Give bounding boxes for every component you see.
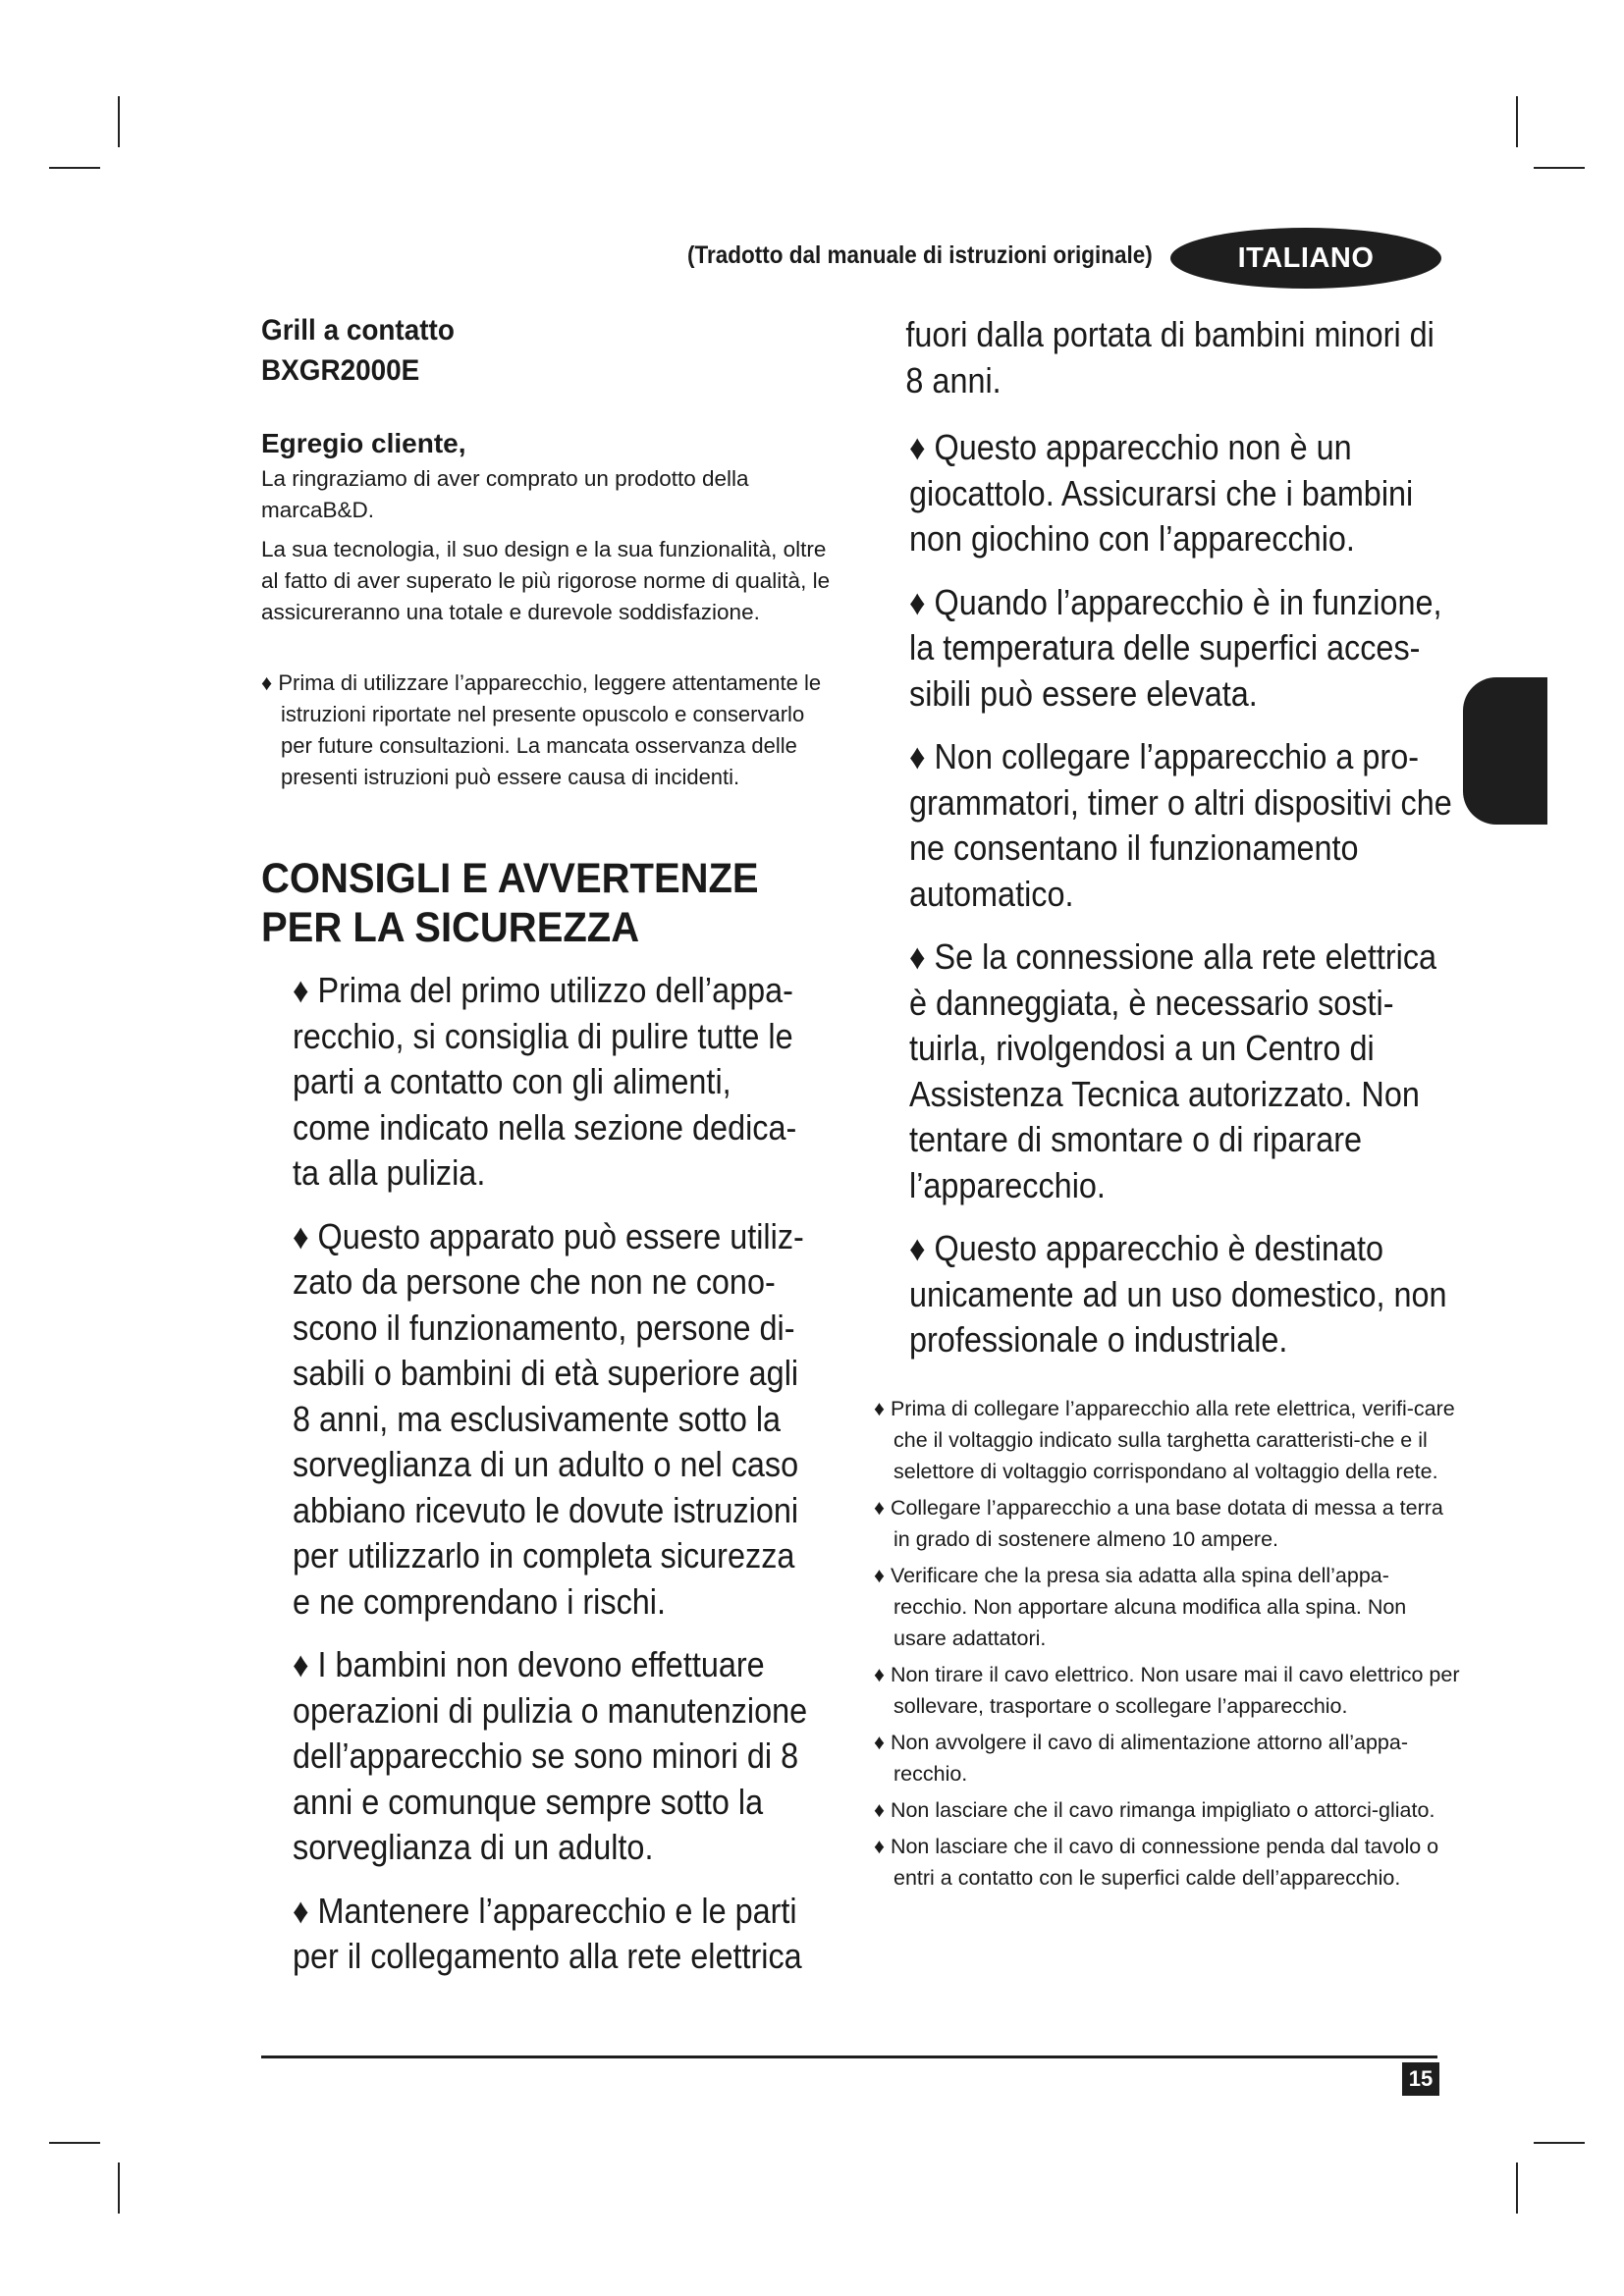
list-item: ♦ Non tirare il cavo elettrico. Non usare mai il cavo elettrico per sollevare, trasportare o scollegare l’apparecchio.: [874, 1662, 1460, 1718]
intro-text: [261, 463, 840, 628]
list-item: ♦ Non lasciare che il cavo rimanga impigliato o attorci-gliato.: [874, 1797, 1435, 1822]
list-item: ♦ Prima del primo utilizzo dell’appa-recchio, si consiglia di pulire tutte le parti a contatto con gli alimenti, come indicato nella sezione dedica-ta alla pulizia.: [293, 970, 797, 1193]
safety-list-small: [874, 1393, 1463, 1894]
list-item: ♦ Mantenere l’apparecchio e le parti per il collegamento alla rete elettrica: [293, 1890, 802, 1976]
translation-note: (Tradotto dal manuale di istruzioni originale): [687, 241, 1153, 269]
list-item: ♦ I bambini non devono effettuare operazioni di pulizia o manutenzione dell’apparecchio se sono minori di 8 anni e comunque sempre sotto la sorveglianza di un adulto.: [293, 1644, 808, 1867]
crop-mark: [49, 2142, 100, 2144]
list-item: ♦ Non lasciare che il cavo di connessione penda dal tavolo o entri a contatto con le superfici calde dell’apparecchio.: [874, 1834, 1439, 1890]
safety-list-left: [261, 968, 840, 1980]
list-item: ♦ Collegare l’apparecchio a una base dotata di messa a terra in grado di sostenere almeno 10 ampere.: [874, 1495, 1443, 1551]
left-column: [261, 310, 840, 1998]
list-item: ♦ Questo apparecchio è destinato unicamente ad un uso domestico, non professionale o industriale.: [909, 1228, 1447, 1360]
list-item: ♦ Prima di collegare l’apparecchio alla rete elettrica, verifi-care che il voltaggio indicato sulla targhetta caratteristi-che e il selettore di voltaggio corrispondano al voltaggio della rete.: [874, 1396, 1455, 1483]
crop-mark: [49, 167, 100, 169]
safety-list-right: [874, 425, 1463, 1363]
list-item: ♦ Non collegare l’apparecchio a pro-grammatori, timer o altri dispositivi che ne consentano il funzionamento automatico.: [909, 736, 1452, 914]
section-tab: [1463, 677, 1547, 825]
list-item: ♦ Prima di utilizzare l’apparecchio, leggere attentamente le istruzioni riportate nel presente opuscolo e conservarlo per future consultazioni. La mancata osservanza delle presenti istruzioni può essere causa di incidenti.: [261, 670, 822, 789]
section-title-line: CONSIGLI E AVVERTENZE: [261, 855, 759, 902]
crop-mark: [118, 2163, 120, 2214]
list-item: ♦ Quando l’apparecchio è in funzione, la temperatura delle superfici acces-sibili può essere elevata.: [909, 581, 1442, 714]
intro-paragraph: La ringraziamo di aver comprato un prodotto della marcaB&D.: [261, 466, 749, 522]
list-item: ♦ Questo apparecchio non è un giocattolo. Assicurarsi che i bambini non giochino con l’apparecchio.: [909, 427, 1414, 559]
crop-mark: [118, 96, 120, 147]
crop-mark: [1534, 167, 1585, 169]
list-item-continuation: fuori dalla portata di bambini minori di 8 anni.: [905, 314, 1435, 400]
crop-mark: [1534, 2142, 1585, 2144]
intro-paragraph: La sua tecnologia, il suo design e la sua funzionalità, oltre al fatto di aver superato le più rigorose norme di qualità, le assicureranno una totale e durevole soddisfazione.: [261, 537, 831, 624]
greeting: Egregio cliente,: [261, 428, 466, 458]
footer-rule: [261, 2056, 1437, 2058]
language-badge: ITALIANO: [1170, 228, 1441, 289]
section-title-line: PER LA SICUREZZA: [261, 904, 640, 951]
intro-note: [261, 667, 840, 793]
product-model: BXGR2000E: [261, 354, 420, 387]
product-name: Grill a contatto: [261, 314, 455, 347]
list-item: ♦ Questo apparato può essere utiliz-zato da persone che non ne cono-scono il funzionamento, persone di-sabili o bambini di età superiore agli 8 anni, ma esclusivamente sotto la sorveglianza di un adulto o nel caso abbiano ricevuto le dovute istruzioni per utilizzarlo in completa sicurezza e ne comprendano i rischi.: [293, 1215, 804, 1622]
page-number: 15: [1402, 2062, 1439, 2096]
right-column: [874, 312, 1463, 1898]
list-item: ♦ Non avvolgere il cavo di alimentazione attorno all’appa-recchio.: [874, 1730, 1408, 1786]
crop-mark: [1516, 2163, 1518, 2214]
crop-mark: [1516, 96, 1518, 147]
list-item: ♦ Verificare che la presa sia adatta alla spina dell’appa-recchio. Non apportare alcuna modifica alla spina. Non usare adattatori.: [874, 1563, 1407, 1650]
section-title: [261, 854, 800, 952]
list-item: ♦ Se la connessione alla rete elettrica è danneggiata, è necessario sosti-tuirla, rivolgendosi a un Centro di Assistenza Tecnica autorizzato. Non tentare di smontare o di riparare l’apparecchio.: [909, 936, 1437, 1205]
